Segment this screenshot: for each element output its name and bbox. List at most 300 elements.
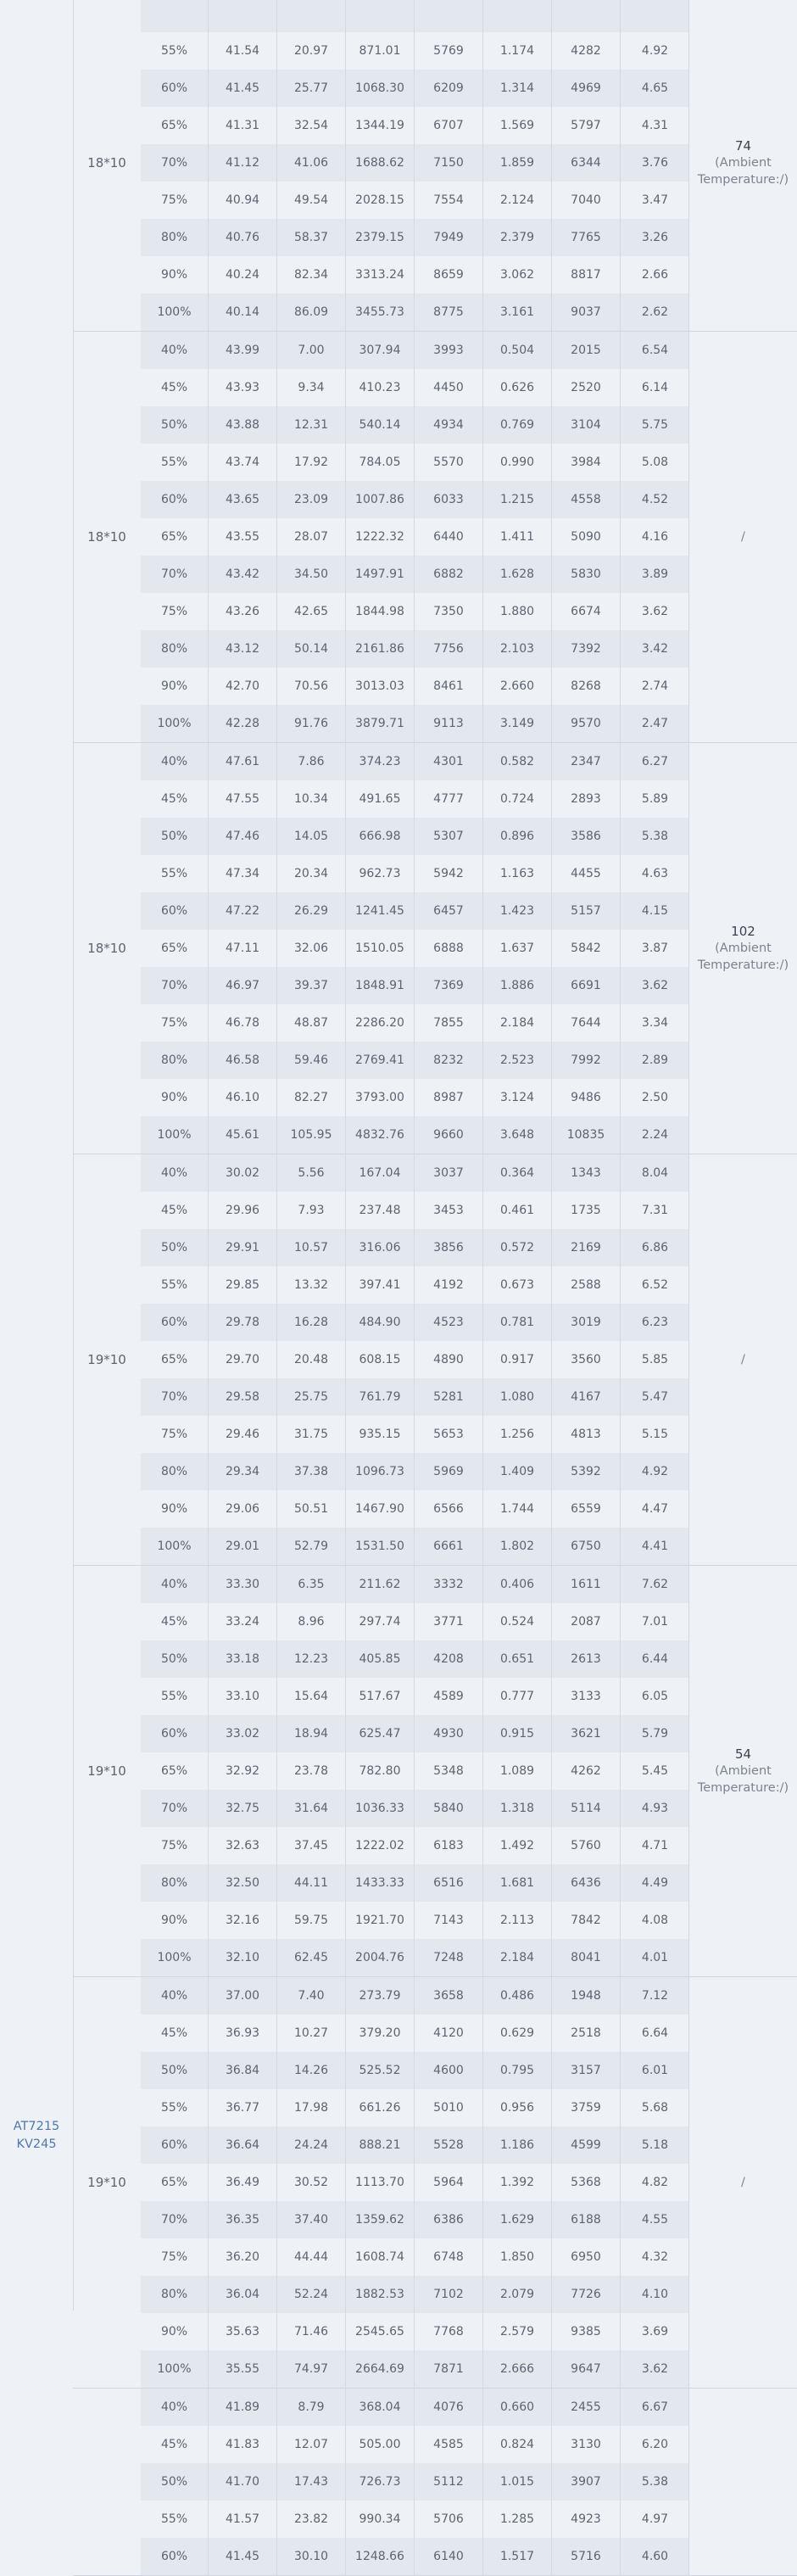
table-cell: 4208 — [415, 1640, 483, 1678]
table-row — [141, 1079, 689, 1116]
table-cell: 46.10 — [209, 1079, 277, 1116]
table-cell: 3.69 — [641, 2325, 669, 2339]
table-row — [141, 70, 689, 107]
table-cell: 43.55 — [209, 518, 277, 556]
table-cell: 31.64 — [277, 1790, 346, 1827]
table-cell: 4282 — [552, 32, 621, 70]
table-cell: 5.85 — [641, 1353, 669, 1366]
table-cell: 6.01 — [641, 2064, 669, 2077]
table-group — [73, 1977, 797, 2389]
table-row — [141, 32, 689, 70]
table-cell: 32.63 — [209, 1827, 277, 1864]
temperature-value: 102 — [731, 924, 755, 939]
table-cell: 5307 — [415, 818, 483, 855]
table-cell: 7.01 — [641, 1615, 669, 1629]
table-cell: 0.572 — [483, 1229, 552, 1266]
table-cell: 6691 — [552, 967, 621, 1004]
table-cell: 2588 — [552, 1266, 621, 1304]
table-row — [141, 1229, 689, 1266]
table-row — [141, 2313, 689, 2350]
table-cell: 75% — [141, 182, 209, 219]
table-cell: 2893 — [552, 780, 621, 818]
table-cell: 3.062 — [483, 256, 552, 293]
table-cell: 7369 — [415, 967, 483, 1004]
table-cell: 1688.62 — [346, 144, 415, 182]
table-cell: 3.62 — [641, 605, 669, 618]
table-cell: 32.16 — [209, 1902, 277, 1939]
table-cell: 0.917 — [483, 1341, 552, 1378]
table-cell: 9037 — [552, 293, 621, 331]
table-cell: 45% — [141, 1603, 209, 1640]
table-cell: 2161.86 — [346, 630, 415, 668]
table-cell: 65% — [141, 1752, 209, 1790]
table-row — [141, 705, 689, 742]
table-cell: 0.626 — [483, 369, 552, 406]
table-cell: 1.628 — [483, 556, 552, 593]
table-row — [141, 2501, 689, 2538]
table-cell: 5570 — [415, 444, 483, 481]
table-cell: 4.47 — [641, 1502, 669, 1516]
table-cell: 39.37 — [277, 967, 346, 1004]
table-row — [141, 630, 689, 668]
table-cell: 100% — [141, 1528, 209, 1565]
table-cell: 45% — [141, 369, 209, 406]
table-cell: 3621 — [552, 1715, 621, 1752]
table-cell: 5368 — [552, 2164, 621, 2201]
table-cell: 540.14 — [346, 406, 415, 444]
table-cell: 32.06 — [277, 930, 346, 967]
table-cell: 40% — [141, 1154, 209, 1192]
table-row — [141, 2164, 689, 2201]
table-row — [141, 0, 689, 32]
table-cell: 60% — [141, 1715, 209, 1752]
table-cell: 4.08 — [641, 1914, 669, 1927]
table-cell: 6674 — [552, 593, 621, 630]
table-row — [141, 1678, 689, 1715]
table-cell: 0.724 — [483, 780, 552, 818]
table-cell: 25.77 — [277, 70, 346, 107]
table-cell: 47.55 — [209, 780, 277, 818]
table-cell: 75% — [141, 1416, 209, 1453]
table-cell: 41.83 — [209, 2426, 277, 2463]
table-cell: 4.15 — [641, 904, 669, 918]
table-cell: 37.38 — [277, 1453, 346, 1490]
table-cell: 2.24 — [641, 1128, 669, 1142]
table-cell: 5157 — [552, 892, 621, 930]
table-cell: 7756 — [415, 630, 483, 668]
table-cell: 3019 — [552, 1304, 621, 1341]
table-cell: 33.30 — [209, 1566, 277, 1603]
table-cell: 55% — [141, 1266, 209, 1304]
table-cell: 6.64 — [641, 2026, 669, 2040]
table-cell: 40.14 — [209, 293, 277, 331]
table-cell: 3.76 — [641, 156, 669, 170]
table-cell: 75% — [141, 2238, 209, 2276]
table-cell: 2015 — [552, 332, 621, 369]
table-cell: 2.66 — [641, 268, 669, 282]
table-cell: 3856 — [415, 1229, 483, 1266]
table-cell: 70.56 — [277, 668, 346, 705]
table-cell: 237.48 — [346, 1192, 415, 1229]
table-row — [141, 369, 689, 406]
table-cell: 29.78 — [209, 1304, 277, 1341]
table-cell: 41.45 — [209, 70, 277, 107]
table-cell: 29.85 — [209, 1266, 277, 1304]
table-cell: 47.22 — [209, 892, 277, 930]
table-cell: 100% — [141, 705, 209, 742]
table-cell: 0.824 — [483, 2426, 552, 2463]
table-cell: 43.99 — [209, 332, 277, 369]
table-cell: 7.86 — [277, 743, 346, 780]
table-cell: 0.524 — [483, 1603, 552, 1640]
table-cell: 52.24 — [277, 2276, 346, 2313]
table-cell: 2545.65 — [346, 2313, 415, 2350]
table-cell: 1.256 — [483, 1416, 552, 1453]
table-row — [141, 1341, 689, 1378]
table-cell: 6748 — [415, 2238, 483, 2276]
table-cell: 0.364 — [483, 1154, 552, 1192]
table-cell: 4969 — [552, 70, 621, 107]
table-cell — [415, 0, 483, 32]
table-cell: 60% — [141, 70, 209, 107]
table-cell: 4.49 — [641, 1876, 669, 1890]
table-cell: 42.65 — [277, 593, 346, 630]
table-cell: 1.886 — [483, 967, 552, 1004]
table-cell: 4450 — [415, 369, 483, 406]
table-cell: 70% — [141, 967, 209, 1004]
table-cell: 80% — [141, 1864, 209, 1902]
table-row — [141, 2238, 689, 2276]
table-cell: 1343 — [552, 1154, 621, 1192]
table-cell: 784.05 — [346, 444, 415, 481]
table-cell — [209, 0, 277, 32]
table-cell: 3313.24 — [346, 256, 415, 293]
table-cell: 55% — [141, 32, 209, 70]
table-cell: 18.94 — [277, 1715, 346, 1752]
table-cell: 20.34 — [277, 855, 346, 892]
table-cell: 10.27 — [277, 2014, 346, 2052]
table-row — [141, 144, 689, 182]
table-cell: 32.10 — [209, 1939, 277, 1976]
table-row — [141, 2538, 689, 2575]
table-cell: 505.00 — [346, 2426, 415, 2463]
table-cell: 17.92 — [277, 444, 346, 481]
table-cell: 5281 — [415, 1378, 483, 1416]
table-cell: 50.14 — [277, 630, 346, 668]
table-cell: 3586 — [552, 818, 621, 855]
table-cell: 9647 — [552, 2350, 621, 2388]
table-cell: 44.44 — [277, 2238, 346, 2276]
table-cell: 1.850 — [483, 2238, 552, 2276]
table-cell: 43.88 — [209, 406, 277, 444]
table-cell: 20.48 — [277, 1341, 346, 1378]
table-cell: 4599 — [552, 2126, 621, 2164]
table-cell: 15.64 — [277, 1678, 346, 1715]
table-cell: 7.12 — [641, 1989, 669, 2003]
table-row — [141, 2350, 689, 2388]
table-cell: 8.79 — [277, 2389, 346, 2426]
table-cell: 55% — [141, 2501, 209, 2538]
table-cell: 60% — [141, 892, 209, 930]
table-group — [73, 332, 797, 743]
table-cell: 80% — [141, 1453, 209, 1490]
table-cell: 273.79 — [346, 1977, 415, 2014]
table-cell — [141, 0, 209, 32]
table-row — [141, 743, 689, 780]
propeller-size: 18*10 — [73, 332, 142, 742]
table-cell: 2.579 — [483, 2313, 552, 2350]
table-row — [141, 1490, 689, 1528]
table-cell: 6750 — [552, 1528, 621, 1565]
table-cell — [552, 0, 621, 32]
table-cell: 6.52 — [641, 1278, 669, 1292]
table-cell: 40% — [141, 332, 209, 369]
table-cell: 3.47 — [641, 193, 669, 207]
table-cell: 2.184 — [483, 1004, 552, 1042]
table-cell: 1.314 — [483, 70, 552, 107]
table-cell: 6559 — [552, 1490, 621, 1528]
table-cell: 3.42 — [641, 642, 669, 656]
table-cell: 4262 — [552, 1752, 621, 1790]
table-cell: 45% — [141, 780, 209, 818]
table-cell: 5760 — [552, 1827, 621, 1864]
table-cell: 2.62 — [641, 305, 669, 319]
table-cell: 9113 — [415, 705, 483, 742]
temperature-note — [688, 1566, 797, 1976]
temperature-note — [688, 743, 797, 1154]
table-cell: 70% — [141, 1790, 209, 1827]
table-cell: 4.16 — [641, 530, 669, 544]
table-cell: 666.98 — [346, 818, 415, 855]
table-cell: 1.080 — [483, 1378, 552, 1416]
table-cell: 1.492 — [483, 1827, 552, 1864]
table-cell: 60% — [141, 2126, 209, 2164]
table-cell: 5392 — [552, 1453, 621, 1490]
table-cell: 47.11 — [209, 930, 277, 967]
table-cell: 1068.30 — [346, 70, 415, 107]
table-cell: 6.44 — [641, 1652, 669, 1666]
table-row — [141, 1752, 689, 1790]
ambient-note: (Ambient Temperature:/) — [697, 156, 789, 187]
table-cell: 1844.98 — [346, 593, 415, 630]
table-cell: 1.411 — [483, 518, 552, 556]
table-cell: 6566 — [415, 1490, 483, 1528]
ambient-note: (Ambient Temperature:/) — [697, 942, 789, 972]
table-row — [141, 1939, 689, 1976]
table-cell: 2.124 — [483, 182, 552, 219]
table-cell: 75% — [141, 593, 209, 630]
table-cell: 50% — [141, 1640, 209, 1678]
table-cell: 7040 — [552, 182, 621, 219]
table-cell: 0.896 — [483, 818, 552, 855]
table-row — [141, 444, 689, 481]
table-cell: 40% — [141, 2389, 209, 2426]
table-row — [141, 1266, 689, 1304]
table-cell: 8232 — [415, 1042, 483, 1079]
table-cell: 7768 — [415, 2313, 483, 2350]
table-cell: 30.10 — [277, 2538, 346, 2575]
table-cell: 2.89 — [641, 1053, 669, 1067]
table-cell: 8987 — [415, 1079, 483, 1116]
table-cell: 8.04 — [641, 1166, 669, 1180]
table-cell: 41.70 — [209, 2463, 277, 2501]
table-cell: 1510.05 — [346, 930, 415, 967]
table-cell: 3.161 — [483, 293, 552, 331]
table-cell: 16.28 — [277, 1304, 346, 1341]
propeller-size: 19*10 — [73, 1154, 142, 1565]
table-cell: 5969 — [415, 1453, 483, 1490]
table-row — [141, 332, 689, 369]
table-cell: 5.15 — [641, 1428, 669, 1441]
table-cell: 6436 — [552, 1864, 621, 1902]
table-cell: 2.379 — [483, 219, 552, 256]
table-cell: 0.781 — [483, 1304, 552, 1341]
table-cell: 29.34 — [209, 1453, 277, 1490]
table-cell: 31.75 — [277, 1416, 346, 1453]
table-cell: 90% — [141, 1079, 209, 1116]
table-cell: 6707 — [415, 107, 483, 144]
group-rows — [141, 1977, 689, 2388]
table-row — [141, 1416, 689, 1453]
table-cell: 30.52 — [277, 2164, 346, 2201]
temperature-value: 74 — [734, 138, 752, 154]
table-row — [141, 1192, 689, 1229]
table-cell: 1.859 — [483, 144, 552, 182]
table-cell: 100% — [141, 1116, 209, 1154]
table-cell: 45% — [141, 1192, 209, 1229]
table-cell: 2.74 — [641, 679, 669, 693]
table-cell: 105.95 — [277, 1116, 346, 1154]
table-cell: 7.31 — [641, 1204, 669, 1217]
table-cell: 1735 — [552, 1192, 621, 1229]
table-cell: 4.82 — [641, 2176, 669, 2189]
table-cell: 935.15 — [346, 1416, 415, 1453]
table-cell: 5010 — [415, 2089, 483, 2126]
table-cell: 41.12 — [209, 144, 277, 182]
ambient-note: / — [741, 530, 745, 544]
table-cell: 90% — [141, 256, 209, 293]
table-cell: 59.46 — [277, 1042, 346, 1079]
table-cell: 0.582 — [483, 743, 552, 780]
table-row — [141, 1304, 689, 1341]
table-cell: 41.45 — [209, 2538, 277, 2575]
table-cell: 60% — [141, 1304, 209, 1341]
table-cell: 90% — [141, 2313, 209, 2350]
table-cell: 46.97 — [209, 967, 277, 1004]
table-cell: 1611 — [552, 1566, 621, 1603]
table-cell: 8775 — [415, 293, 483, 331]
table-cell: 5090 — [552, 518, 621, 556]
table-cell: 58.37 — [277, 219, 346, 256]
table-cell: 40% — [141, 1566, 209, 1603]
table-cell: 10.34 — [277, 780, 346, 818]
table-cell: 8817 — [552, 256, 621, 293]
table-cell: 1.215 — [483, 481, 552, 518]
table-cell: 1.629 — [483, 2201, 552, 2238]
table-cell: 297.74 — [346, 1603, 415, 1640]
table-cell: 7.93 — [277, 1192, 346, 1229]
table-row — [141, 1004, 689, 1042]
table-cell: 2379.15 — [346, 219, 415, 256]
table-cell: 90% — [141, 668, 209, 705]
table-cell: 43.93 — [209, 369, 277, 406]
table-cell — [483, 0, 552, 32]
ambient-note: (Ambient Temperature:/) — [697, 1764, 789, 1795]
table-cell: 32.54 — [277, 107, 346, 144]
table-cell: 307.94 — [346, 332, 415, 369]
table-cell: 410.23 — [346, 369, 415, 406]
table-cell: 8.96 — [277, 1603, 346, 1640]
table-row — [141, 818, 689, 855]
table-cell: 3453 — [415, 1192, 483, 1229]
table-cell: 4.52 — [641, 493, 669, 506]
group-rows — [141, 1566, 689, 1976]
table-cell: 4.97 — [641, 2512, 669, 2526]
table-cell: 0.673 — [483, 1266, 552, 1304]
table-row — [141, 219, 689, 256]
table-cell: 40% — [141, 1977, 209, 2014]
group-rows — [141, 743, 689, 1154]
table-row — [141, 892, 689, 930]
table-cell: 75% — [141, 1004, 209, 1042]
table-cell: 5.79 — [641, 1727, 669, 1741]
table-cell: 5.68 — [641, 2101, 669, 2115]
table-group — [73, 1154, 797, 1566]
table-cell: 3993 — [415, 332, 483, 369]
table-cell: 3130 — [552, 2426, 621, 2463]
table-cell: 43.65 — [209, 481, 277, 518]
table-cell: 3560 — [552, 1341, 621, 1378]
table-cell — [346, 0, 415, 32]
table-cell: 8659 — [415, 256, 483, 293]
temperature-note — [688, 2389, 797, 2575]
table-cell: 7143 — [415, 1902, 483, 1939]
table-cell: 45% — [141, 2426, 209, 2463]
table-cell: 6440 — [415, 518, 483, 556]
table-cell: 8461 — [415, 668, 483, 705]
table-cell: 5840 — [415, 1790, 483, 1827]
table-cell: 5.08 — [641, 455, 669, 469]
table-cell: 2.079 — [483, 2276, 552, 2313]
table-cell: 7.62 — [641, 1578, 669, 1591]
table-group — [73, 2389, 797, 2576]
table-cell: 26.29 — [277, 892, 346, 930]
table-row — [141, 1528, 689, 1565]
table-cell: 36.93 — [209, 2014, 277, 2052]
table-cell: 29.91 — [209, 1229, 277, 1266]
table-row — [141, 2276, 689, 2313]
table-cell: 33.02 — [209, 1715, 277, 1752]
table-cell: 6.54 — [641, 344, 669, 357]
group-rows — [141, 0, 689, 331]
table-cell: 40% — [141, 743, 209, 780]
table-cell: 50% — [141, 406, 209, 444]
table-cell: 6386 — [415, 2201, 483, 2238]
table-cell: 6344 — [552, 144, 621, 182]
table-cell: 0.990 — [483, 444, 552, 481]
table-cell: 5653 — [415, 1416, 483, 1453]
table-cell: 1.569 — [483, 107, 552, 144]
table-cell: 7248 — [415, 1939, 483, 1976]
table-cell: 0.956 — [483, 2089, 552, 2126]
table-cell: 36.20 — [209, 2238, 277, 2276]
table-cell: 4600 — [415, 2052, 483, 2089]
table-cell: 45% — [141, 2014, 209, 2052]
table-cell: 0.660 — [483, 2389, 552, 2426]
table-cell: 4.32 — [641, 2250, 669, 2264]
table-cell: 1.186 — [483, 2126, 552, 2164]
table-cell: 9660 — [415, 1116, 483, 1154]
